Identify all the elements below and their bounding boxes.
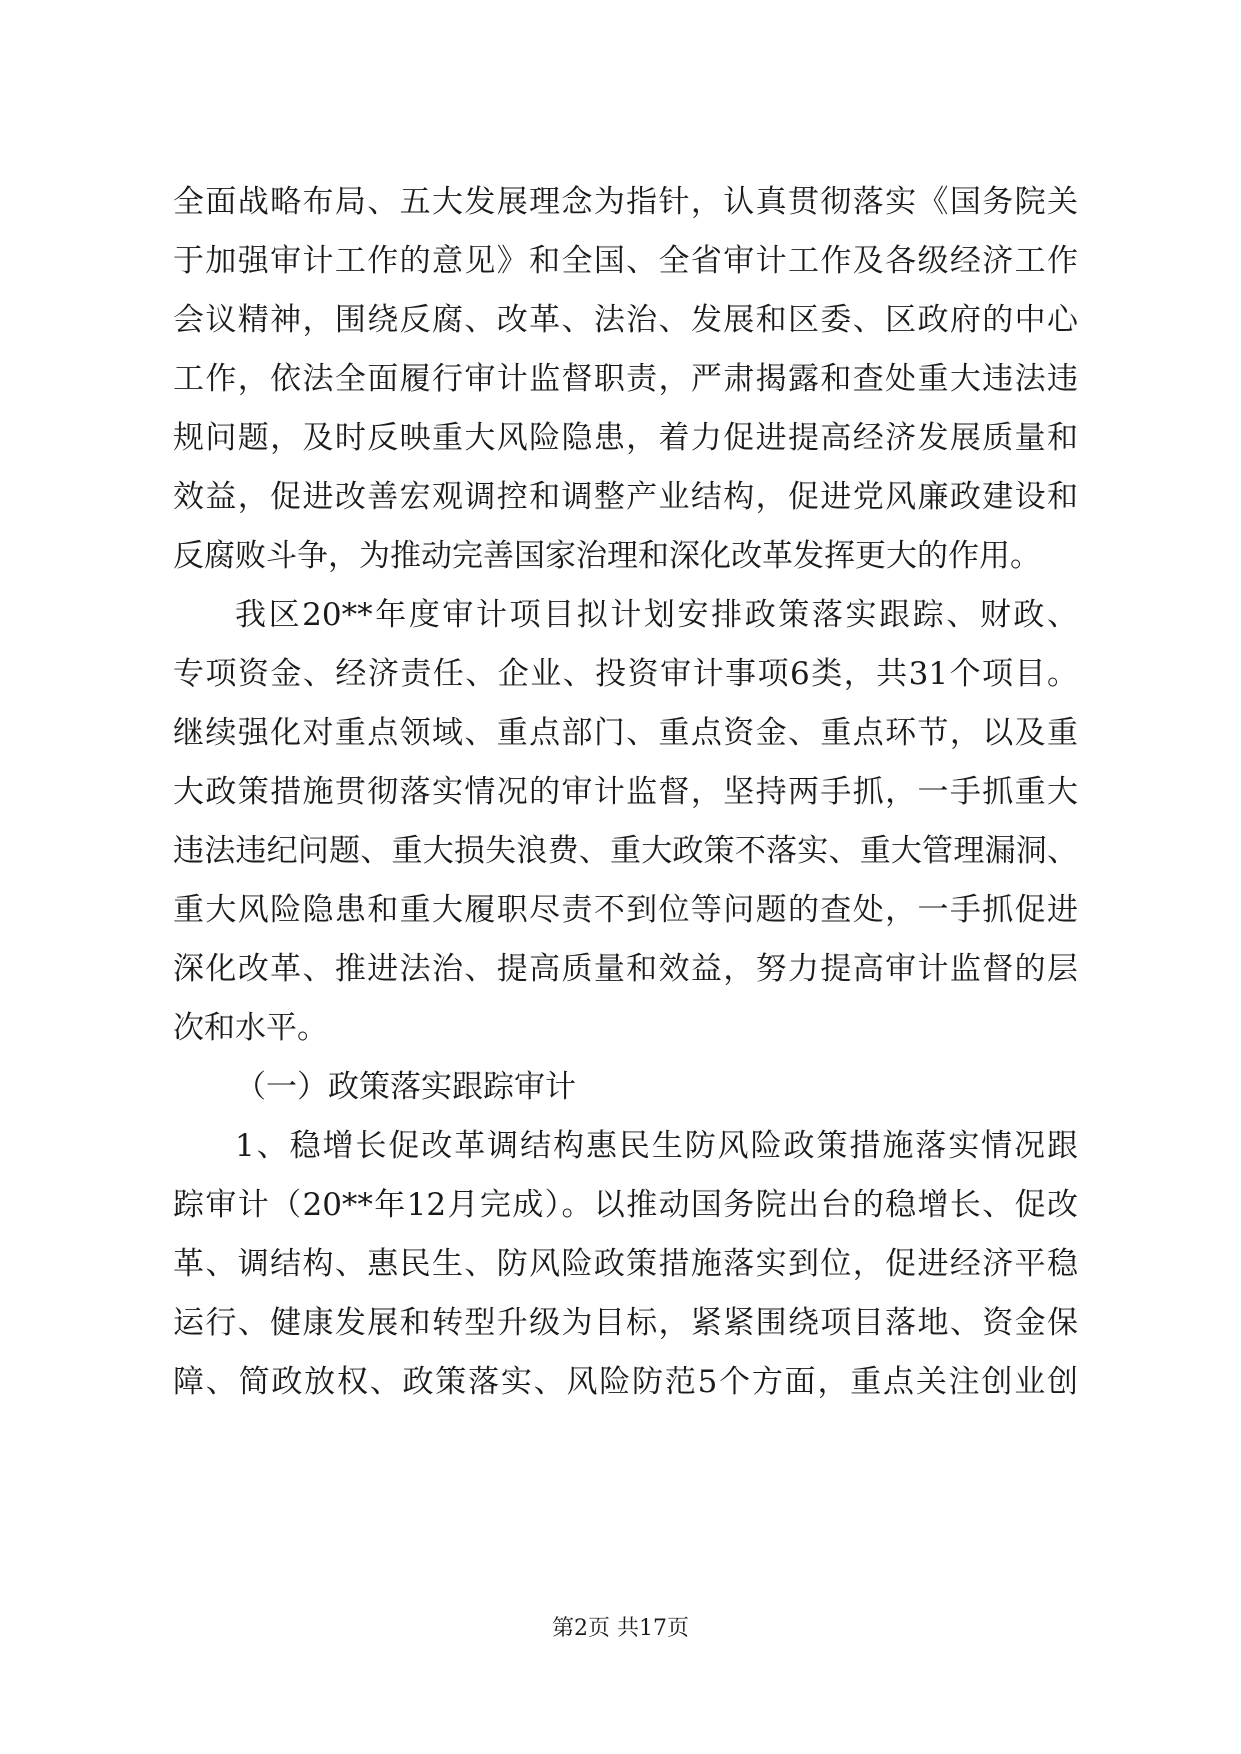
paragraph-1-line-7: 反腐败斗争，为推动完善国家治理和深化改革发挥更大的作用。: [173, 538, 1041, 574]
paragraph-4-line-3: 革、调结构、惠民生、防风险政策措施落实到位，促进经济平稳: [173, 1246, 1078, 1282]
paragraph-2-line-6: 重大风险隐患和重大履职尽责不到位等问题的查处，一手抓促进: [173, 892, 1078, 928]
paragraph-2-line-7: 深化改革、推进法治、提高质量和效益，努力提高审计监督的层: [173, 951, 1078, 987]
paragraph-2-line-3: 继续强化对重点领域、重点部门、重点资金、重点环节，以及重: [173, 715, 1078, 751]
section-heading: （一）政策落实跟踪审计: [235, 1069, 576, 1105]
paragraph-2-line-1: 我区20**年度审计项目拟计划安排政策落实跟踪、财政、: [235, 597, 1078, 633]
paragraph-1-line-1: 全面战略布局、五大发展理念为指针，认真贯彻落实《国务院关: [173, 184, 1078, 220]
page-number-footer: 第2页 共17页: [552, 1616, 689, 1641]
paragraph-1-line-3: 会议精神，围绕反腐、改革、法治、发展和区委、区政府的中心: [173, 302, 1078, 338]
paragraph-1-line-4: 工作，依法全面履行审计监督职责，严肃揭露和查处重大违法违: [173, 361, 1078, 397]
paragraph-2-line-5: 违法违纪问题、重大损失浪费、重大政策不落实、重大管理漏洞、: [173, 833, 1078, 869]
paragraph-1-line-2: 于加强审计工作的意见》和全国、全省审计工作及各级经济工作: [173, 243, 1078, 279]
paragraph-4-line-1: 1、稳增长促改革调结构惠民生防风险政策措施落实情况跟: [235, 1128, 1078, 1164]
paragraph-2-line-8: 次和水平。: [173, 1010, 328, 1046]
paragraph-4-line-5: 障、简政放权、政策落实、风险防范5个方面，重点关注创业创: [173, 1364, 1078, 1400]
paragraph-1-line-6: 效益，促进改善宏观调控和调整产业结构，促进党风廉政建设和: [173, 479, 1078, 515]
paragraph-2-line-2: 专项资金、经济责任、企业、投资审计事项6类，共31个项目。: [173, 656, 1078, 692]
paragraph-4-line-4: 运行、健康发展和转型升级为目标，紧紧围绕项目落地、资金保: [173, 1305, 1078, 1341]
paragraph-4-line-2: 踪审计（20**年12月完成）。以推动国务院出台的稳增长、促改: [173, 1187, 1078, 1223]
paragraph-1-line-5: 规问题，及时反映重大风险隐患，着力促进提高经济发展质量和: [173, 420, 1078, 456]
paragraph-2-line-4: 大政策措施贯彻落实情况的审计监督，坚持两手抓，一手抓重大: [173, 774, 1078, 810]
